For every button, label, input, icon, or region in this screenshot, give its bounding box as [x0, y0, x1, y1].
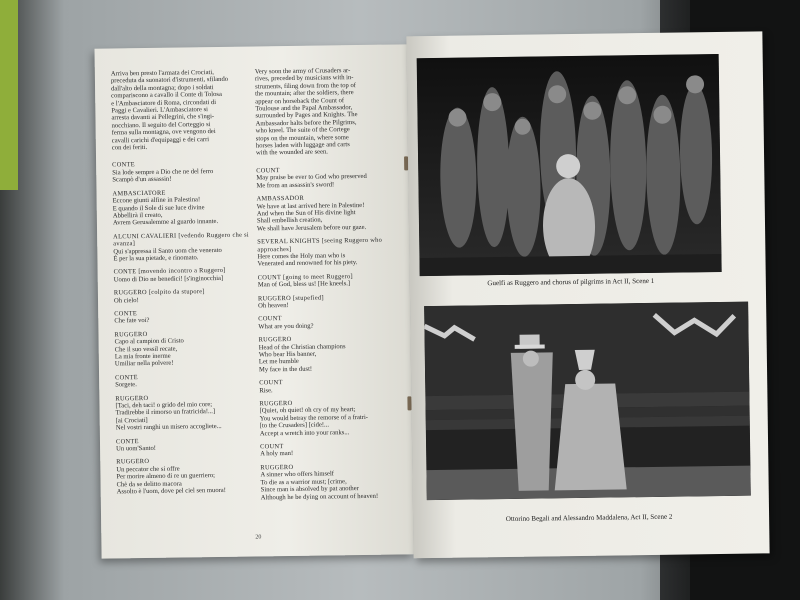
dialogue-entry — [258, 314, 406, 331]
dialogue-entry — [260, 462, 409, 501]
dialogue-text: A holy man! — [260, 450, 294, 458]
speaker-name: RUGGERO — [116, 458, 150, 466]
dialogue-text: Qui s'appressa il Santo uom che venerato È per la sua pietade, e rinomato. — [113, 246, 222, 263]
speaker-name: COUNT — [256, 167, 280, 175]
dialogue-text: Uomo di Dio ne benedici! [s'inginocchia] — [113, 274, 224, 284]
left-page — [95, 44, 414, 558]
dialogue-text: Che fate voi? — [114, 317, 150, 325]
speaker-name: CONTE — [112, 161, 135, 169]
dialogue-text: May praise be ever to God who preserved Me from an assassin's sword! — [256, 173, 367, 190]
dialogue-text: Sia lode sempre a Dio che ne del ferro Scampò d'un assassin! — [112, 167, 214, 184]
dialogue-entry — [257, 193, 406, 232]
dialogue-text: A sinner who offers himself To die as a warrior must; [crime, Since man is absolved by pat another Although he be dying on account of heaven! — [260, 470, 379, 501]
speaker-name: AMBASSADOR — [256, 194, 305, 203]
dialogue-text: [Taci, deh taci! o grido del mio core; Tradirebbe il rimorso un fratricida!...] [ai Crociati] Nel vostri ranghi un misero accogliete... — [115, 401, 222, 432]
speaker-name: SEVERAL KNIGHTS [seeing Ruggero who approaches] — [257, 236, 383, 253]
speaker-name: COUNT — [258, 315, 282, 323]
dialogue-entry — [115, 372, 255, 389]
speaker-name: RUGGERO — [260, 463, 294, 472]
dialogue-entry — [114, 329, 255, 368]
dialogue-text: Rise. — [259, 386, 273, 395]
green-object — [0, 0, 18, 190]
dialogue-entry — [259, 335, 408, 374]
dialogue-text: Un peccator che si offre Per morire almeno di re un guerriero; Chè da se delitto macora Assolto è l'uom, dove pel ciel sen muora! — [116, 465, 226, 496]
photo-top-caption: Guelfi as Ruggero and chorus of pilgrims in Act II, Scene 1 — [487, 276, 655, 288]
dialogue-entry — [114, 308, 254, 325]
speaker-name: RUGGERO — [258, 336, 292, 344]
speaker-name: RUGGERO [stupefied] — [257, 294, 324, 303]
dialogue-text: Here comes the Holy man who is Venerated and renowned for his piety. — [257, 252, 358, 268]
speaker-name: COUNT — [259, 379, 283, 387]
dialogue-entry — [259, 378, 407, 395]
dialogue-entry — [114, 288, 254, 305]
dialogue-text: Head of the Christian champions Who bear His banner, Let me humble My face in the dust! — [258, 342, 346, 374]
speaker-name: RUGGERO — [114, 330, 148, 339]
italian-dialogue — [112, 160, 257, 496]
dialogue-entry — [259, 398, 408, 437]
dialogue-entry — [116, 457, 257, 496]
dialogue-text: Man of God, bless us! [He kneels.] — [257, 280, 351, 289]
italian-intro: Arriva ben presto l'armata dei Crociati, preceduta da suonatori d'istrumenti, sfilando dall'alto della montagna; dopo i soldati compariscono a cavallo il Conte di Tolosa e l'Ambasciatore di Roma, circondati di Paggi e Cavalieri. L'Ambasciatore si arresta davanti ai Pellegrini, che s'ingi- nocchiano. Il seguito del Corteggio si ferma sulla montagna, ove vengono dei cavalli carichi d'equipaggi e dei carri con dei feriti. — [110, 69, 229, 152]
dialogue-text: We have at last arrived here in Palestine! And when the Sun of His divine light Shall embellish creation, We shall have Jerusalem before our gaze. — [256, 201, 367, 233]
speaker-name: CONTE — [115, 437, 139, 446]
dialogue-entry — [256, 165, 404, 189]
english-intro: Very soon the army of Crusaders ar- rives, preceded by musicians with in- struments, filing down from the top of the mountain; after the soldiers, there appear on horseback the Count of Toulouse and the Papal Ambassador, surrounded by Pages and Knights. The Ambassador halts before the Pilgrims, who kneel. The suite of the Cortege stops on the mountain, where some horses laden with luggage and carts with the wounded are seen. — [254, 67, 358, 157]
page-number: 20 — [255, 534, 262, 541]
photo-bottom-caption: Ottorino Begali and Alessandro Maddalena, Act II, Scene 2 — [505, 512, 673, 524]
speaker-name: COUNT [going to meet Ruggero] — [257, 272, 353, 282]
photo-pilgrims-chorus — [417, 54, 722, 276]
dialogue-entry — [114, 267, 254, 284]
speaker-name: RUGGERO — [259, 400, 293, 408]
dialogue-entry — [260, 441, 408, 458]
speaker-name: CONTE [movendo incontro a Ruggero] — [113, 267, 226, 276]
photo-two-men-scene — [424, 302, 751, 501]
speaker-name: COUNT — [260, 443, 284, 451]
libretto-booklet — [94, 31, 771, 562]
speaker-name: RUGGERO [colpito da stupore] — [113, 288, 205, 297]
italian-column — [111, 69, 257, 502]
english-dialogue — [256, 165, 409, 501]
dialogue-text: Capo al campion di Cristo Che il suo vessil recate, La mia fronte inerme Umiliar nella polvere! — [114, 337, 184, 368]
speaker-name: AMBASCIATORE — [112, 189, 166, 198]
dialogue-entry — [116, 436, 256, 453]
dialogue-text: Oh heaven! — [258, 301, 289, 310]
speaker-name: CONTE — [115, 373, 138, 382]
dialogue-entry — [257, 237, 405, 269]
dialogue-text: Eccone giunti alfine in Palestina! E quando il Sole di sue luce divine Abbellirà il creato, Avrem Gerusalemme al guardo innante. — [112, 196, 219, 227]
speaker-name: RUGGERO — [115, 394, 149, 403]
dialogue-text: [Quiet, oh quiet! oh cry of my heart; You would betray the remorse of a fratri- [to the Crusaders] [cide!... Accept a wretch into your ranks... — [259, 406, 369, 438]
dialogue-text: Un uom'Santo! — [116, 444, 156, 453]
dialogue-entry — [258, 293, 406, 310]
right-page — [406, 31, 769, 558]
dialogue-text: Oh cielo! — [113, 296, 139, 305]
dialogue-entry — [112, 188, 253, 227]
speaker-name: CONTE — [114, 310, 138, 318]
dialogue-entry — [113, 231, 253, 263]
speaker-name: ALCUNI CAVALIERI [vedendo Ruggero che si avanza] — [113, 231, 249, 248]
dialogue-entry — [115, 393, 256, 432]
english-column — [255, 66, 409, 507]
dialogue-entry — [258, 272, 406, 289]
dialogue-text: What are you doing? — [258, 322, 314, 331]
dialogue-text: Sorgete. — [115, 381, 137, 389]
dialogue-entry — [112, 160, 252, 184]
